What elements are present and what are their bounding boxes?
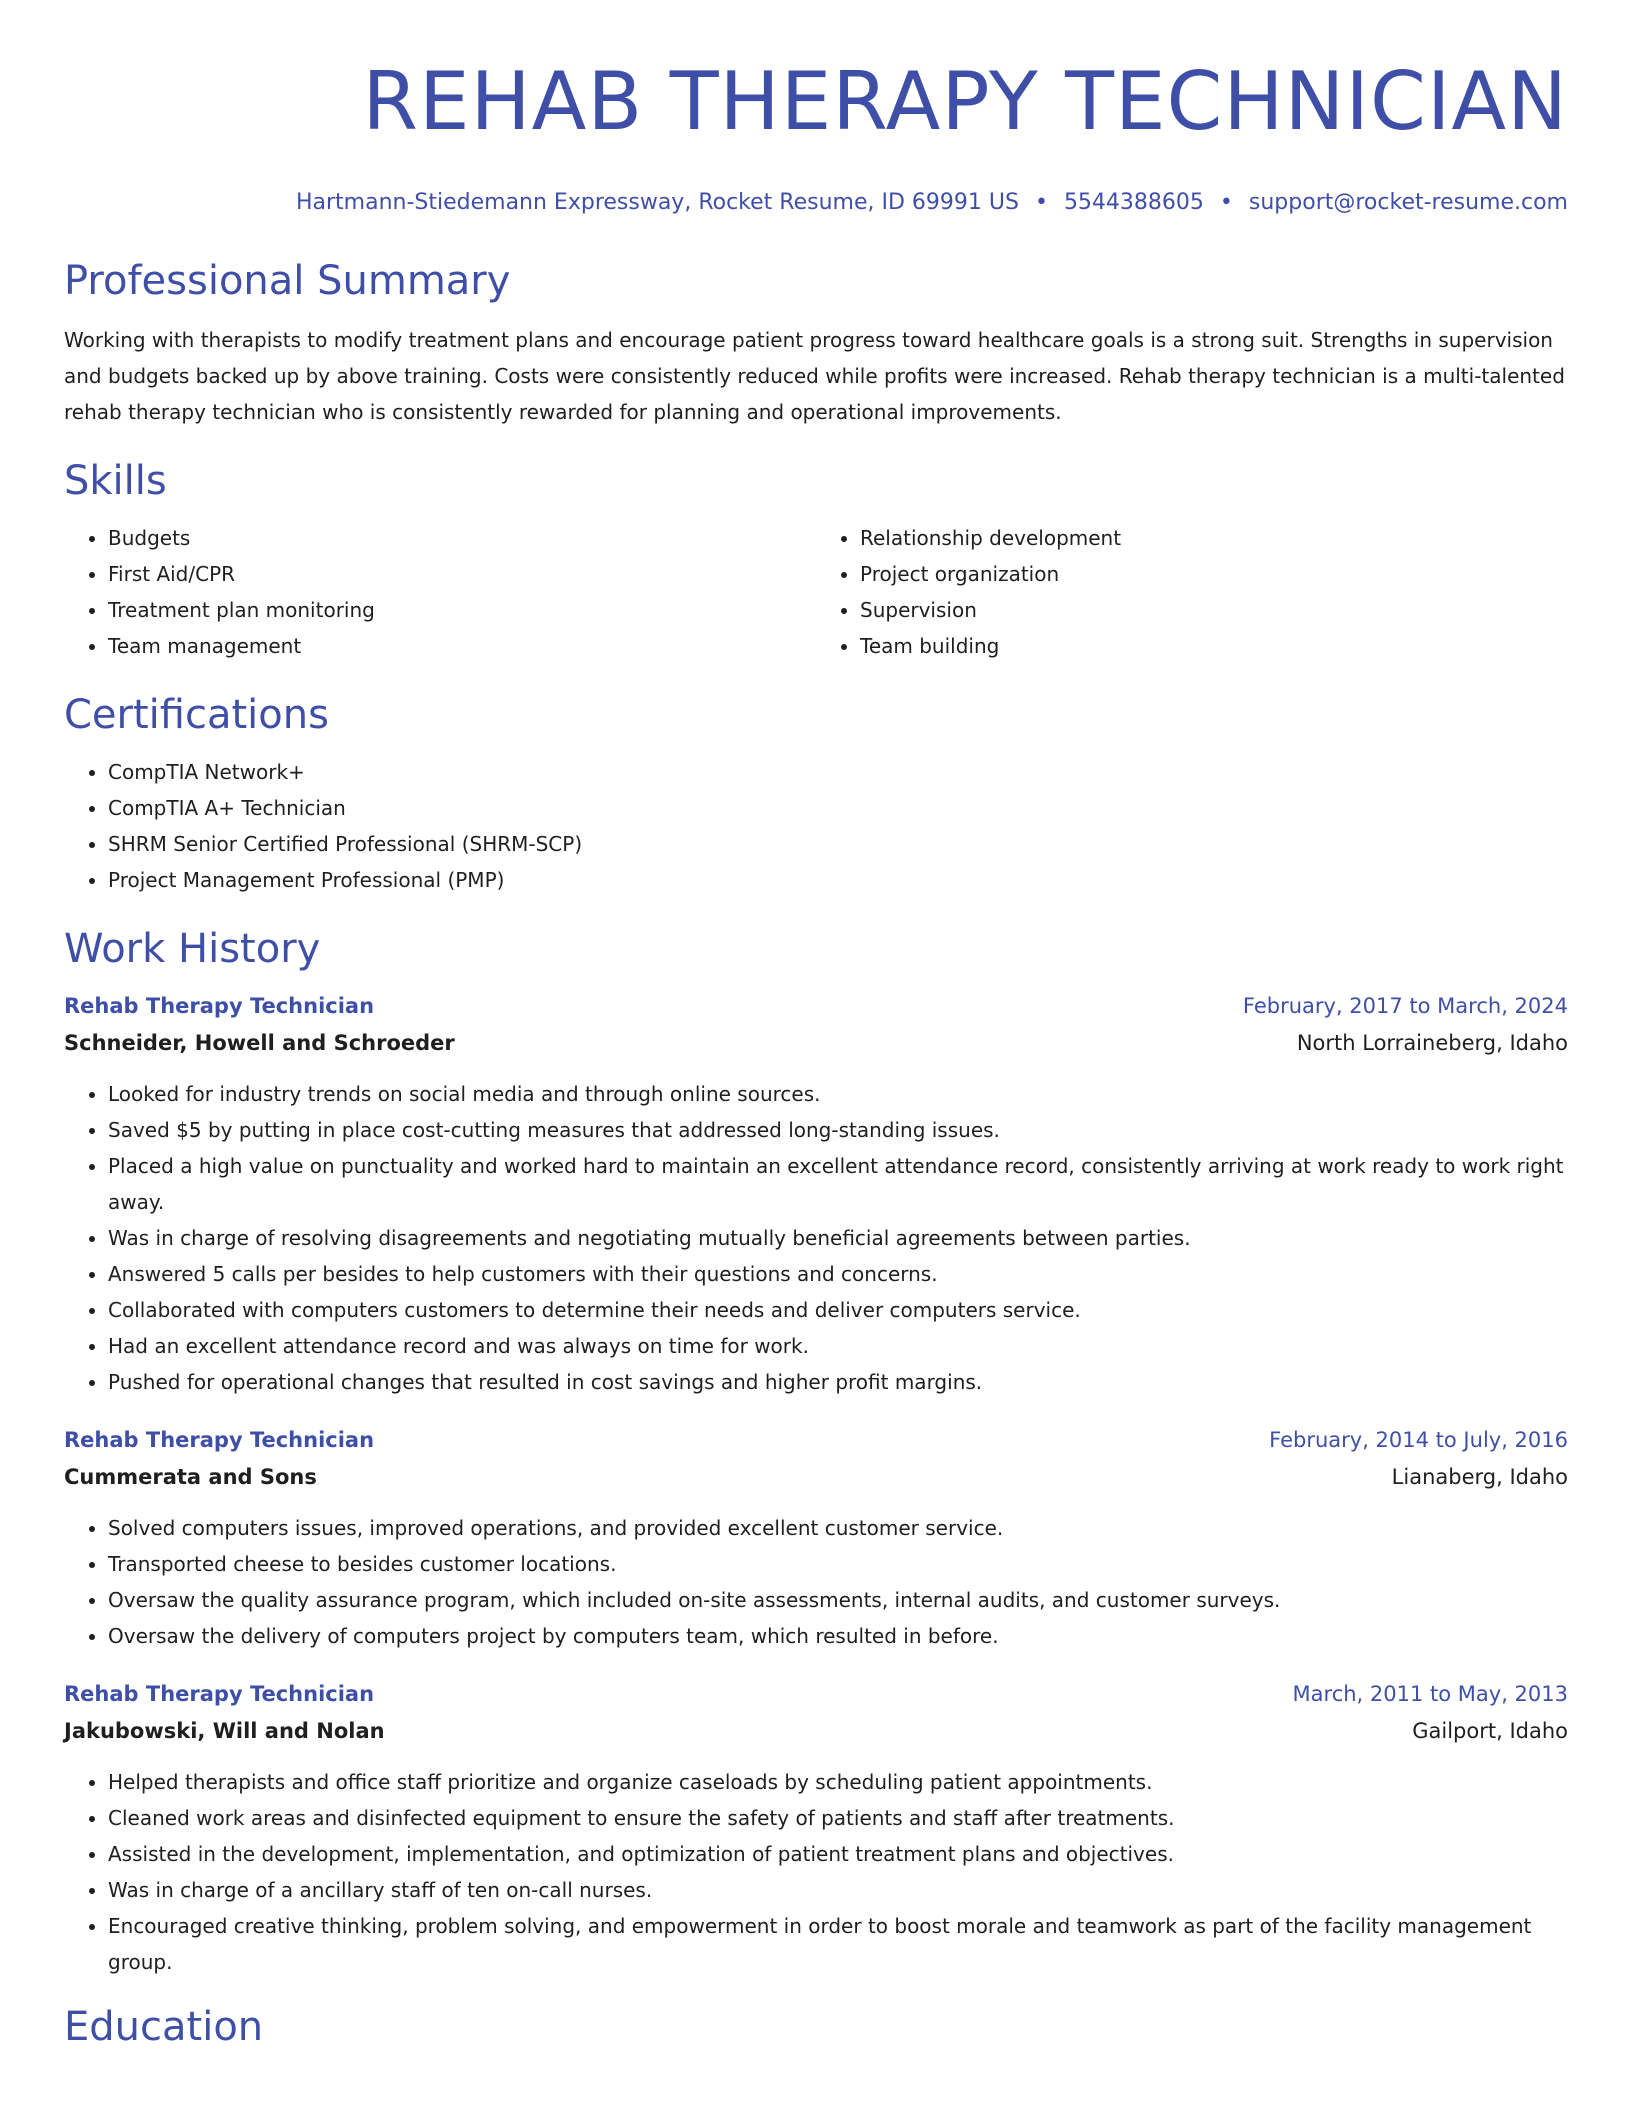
job-company-row: [64, 1458, 1568, 1496]
job-title: Rehab Therapy Technician: [64, 1682, 375, 1706]
summary-heading: Professional Summary: [64, 258, 511, 304]
certifications-heading: Certifications: [64, 692, 329, 738]
list-item: • Was in charge of a ancillary staff of ten on-call nurses.: [108, 1872, 1568, 1908]
job-bullets: [64, 1764, 1568, 1980]
certifications-section: [64, 690, 1568, 898]
list-item: • Looked for industry trends on social media and through online sources.: [108, 1076, 1568, 1112]
list-item: • Project organization: [860, 556, 1568, 592]
list-item: • Solved computers issues, improved operations, and provided excellent customer service.: [108, 1510, 1568, 1546]
job-dates: March, 2011 to May, 2013: [1292, 1682, 1568, 1706]
list-item: • Was in charge of resolving disagreements and negotiating mutually beneficial agreements between parties.: [108, 1220, 1568, 1256]
job-entry: [64, 1422, 1568, 1654]
job-company: Jakubowski, Will and Nolan: [64, 1719, 385, 1743]
contact-email[interactable]: support@rocket-resume.com: [1248, 190, 1568, 215]
job-company-row: [64, 1712, 1568, 1750]
list-item: • Team management: [108, 628, 816, 664]
list-item: • Budgets: [108, 520, 816, 556]
list-item: • SHRM Senior Certified Professional (SHRM-SCP): [108, 826, 1568, 862]
list-item: • Supervision: [860, 592, 1568, 628]
job-title: Rehab Therapy Technician: [64, 994, 375, 1018]
resume-header: [64, 54, 1568, 218]
list-item: • Answered 5 calls per besides to help customers with their questions and concerns.: [108, 1256, 1568, 1292]
job-company: Cummerata and Sons: [64, 1465, 317, 1489]
list-item: • Had an excellent attendance record and was always on time for work.: [108, 1328, 1568, 1364]
job-dates: February, 2014 to July, 2016: [1269, 1428, 1568, 1452]
job-company-row: [64, 1024, 1568, 1062]
list-item: • Team building: [860, 628, 1568, 664]
list-item: • Oversaw the delivery of computers project by computers team, which resulted in before.: [108, 1618, 1568, 1654]
list-item: • CompTIA A+ Technician: [108, 790, 1568, 826]
list-item: • Placed a high value on punctuality and worked hard to maintain an excellent attendance record, consistently arriving at work ready to work right away.: [108, 1148, 1568, 1220]
job-title-row: [64, 1422, 1568, 1458]
education-heading: Education: [64, 2004, 264, 2050]
job-company: Schneider, Howell and Schroeder: [64, 1031, 455, 1055]
list-item: • Project Management Professional (PMP): [108, 862, 1568, 898]
job-title-row: [64, 988, 1568, 1024]
skills-list-right: [816, 520, 1568, 664]
list-item: • Oversaw the quality assurance program, which included on-site assessments, internal audits, and customer surveys.: [108, 1582, 1568, 1618]
list-item: • Cleaned work areas and disinfected equipment to ensure the safety of patients and staff after treatments.: [108, 1800, 1568, 1836]
contact-address: Hartmann-Stiedemann Expressway, Rocket Resume, ID 69991 US: [295, 190, 1019, 215]
skills-heading: Skills: [64, 458, 167, 504]
list-item: • Encouraged creative thinking, problem solving, and empowerment in order to boost morale and teamwork as part of the facility management group.: [108, 1908, 1568, 1980]
list-item: • Assisted in the development, implementation, and optimization of patient treatment plans and objectives.: [108, 1836, 1568, 1872]
contact-separator: •: [1034, 190, 1048, 215]
list-item: • First Aid/CPR: [108, 556, 816, 592]
list-item: • Treatment plan monitoring: [108, 592, 816, 628]
summary-section: [64, 256, 1568, 430]
list-item: • Helped therapists and office staff prioritize and organize caseloads by scheduling patient appointments.: [108, 1764, 1568, 1800]
list-item: • CompTIA Network+: [108, 754, 1568, 790]
contact-phone: 5544388605: [1063, 190, 1204, 215]
certifications-list: [64, 754, 1568, 898]
skills-section: [64, 456, 1568, 664]
work-history-section: [64, 924, 1568, 1980]
skills-list-left: [64, 520, 816, 664]
contact-line: [64, 188, 1568, 218]
job-title: Rehab Therapy Technician: [64, 1428, 375, 1452]
job-dates: February, 2017 to March, 2024: [1242, 994, 1568, 1018]
list-item: • Relationship development: [860, 520, 1568, 556]
resume-name: REHAB THERAPY TECHNICIAN: [362, 55, 1568, 148]
skills-columns: [64, 520, 1568, 664]
job-entry: [64, 988, 1568, 1400]
job-entry: [64, 1676, 1568, 1980]
list-item: • Pushed for operational changes that resulted in cost savings and higher profit margins.: [108, 1364, 1568, 1400]
work-history-heading: Work History: [64, 926, 321, 972]
summary-text: Working with therapists to modify treatment plans and encourage patient progress toward healthcare goals is a strong suit. Strengths in supervision and budgets backed up by above training. Costs were consistently reduced while profits were increased. Rehab therapy technician is a multi-talented rehab therapy technician who is consistently rewarded for planning and operational improvements.: [64, 328, 1565, 424]
job-bullets: [64, 1076, 1568, 1400]
job-bullets: [64, 1510, 1568, 1654]
job-title-row: [64, 1676, 1568, 1712]
list-item: • Collaborated with computers customers to determine their needs and deliver computers service.: [108, 1292, 1568, 1328]
list-item: • Transported cheese to besides customer locations.: [108, 1546, 1568, 1582]
education-section: [64, 2002, 1568, 2052]
contact-separator: •: [1219, 190, 1233, 215]
job-location: Lianaberg, Idaho: [1391, 1465, 1568, 1489]
job-location: North Lorraineberg, Idaho: [1296, 1031, 1568, 1055]
job-location: Gailport, Idaho: [1412, 1719, 1568, 1743]
list-item: • Saved $5 by putting in place cost-cutting measures that addressed long-standing issues.: [108, 1112, 1568, 1148]
